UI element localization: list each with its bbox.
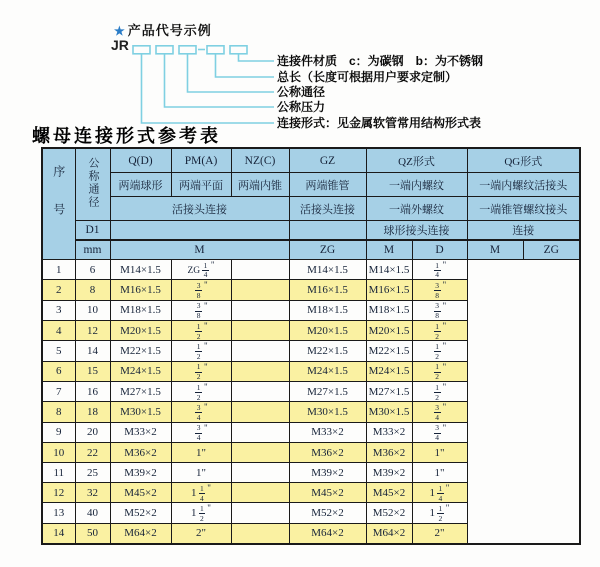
cell-mm: 32 <box>75 483 110 503</box>
cell-mm: 25 <box>75 463 110 483</box>
cell-qz-d: M30×1.5 <box>289 402 366 422</box>
cell-qz-d: M24×1.5 <box>289 361 366 381</box>
cell-mm: 20 <box>75 422 110 442</box>
cell-zg: $\frac{3}{4}$ " <box>171 402 231 422</box>
cell-m: M22×1.5 <box>110 341 171 361</box>
cell-mm: 16 <box>75 382 110 402</box>
cell-no: 11 <box>42 463 75 483</box>
cell-mm: 18 <box>75 402 110 422</box>
header-gz-unit: ZG <box>289 240 366 260</box>
cell-qg-m: M64×2 <box>366 523 412 544</box>
cell-no: 2 <box>42 280 75 300</box>
leader-line-material <box>239 54 275 61</box>
header-pm-code: PM(A) <box>171 148 231 173</box>
header-serial <box>42 148 75 260</box>
cell-m: M64×2 <box>110 523 171 544</box>
leader-line-length <box>216 54 275 77</box>
table-row <box>42 382 580 402</box>
table-row <box>42 483 580 503</box>
header-union-conn: 活接头连接 <box>110 197 289 221</box>
cell-no: 10 <box>42 443 75 463</box>
nut-connection-table <box>41 147 581 545</box>
header-qg-zg: ZG <box>523 240 580 260</box>
cell-m: M36×2 <box>110 443 171 463</box>
code-box-5 <box>230 46 247 54</box>
cell-zg: 1" <box>171 463 231 483</box>
cell-qz-m <box>231 443 289 463</box>
cell-no: 7 <box>42 382 75 402</box>
header-pm-ends: 两端平面 <box>171 173 231 197</box>
cell-qz-m <box>231 321 289 341</box>
cell-qz-m <box>231 503 289 523</box>
label-length: 总长（长度可根据用户要求定制） <box>277 70 458 84</box>
cell-qg-m: M36×2 <box>366 443 412 463</box>
cell-no: 13 <box>42 503 75 523</box>
cell-qg-zg: $\frac{3}{8}$ " <box>412 280 467 300</box>
cell-qg-zg: $\frac{1}{2}$ " <box>412 321 467 341</box>
header-nz-code: NZ(C) <box>231 148 289 173</box>
cell-zg: $\frac{1}{2}$ " <box>171 382 231 402</box>
header-qz-m: M <box>366 240 412 260</box>
cell-qg-m: M33×2 <box>366 422 412 442</box>
cell-zg: 1 $\frac{1}{2}$ " <box>171 503 231 523</box>
leader-line-form <box>142 54 275 123</box>
cell-qg-m: M27×1.5 <box>366 382 412 402</box>
cell-mm: 22 <box>75 443 110 463</box>
cell-qz-d: M45×2 <box>289 483 366 503</box>
cell-m: M52×2 <box>110 503 171 523</box>
cell-qg-m: M39×2 <box>366 463 412 483</box>
cell-qg-m: M18×1.5 <box>366 300 412 320</box>
cell-qg-zg: $\frac{3}{8}$ " <box>412 300 467 320</box>
cell-qg-zg: 1 $\frac{1}{2}$ " <box>412 503 467 523</box>
cell-qz-d: M14×1.5 <box>289 260 366 280</box>
cell-mm: 40 <box>75 503 110 523</box>
page-title: 螺母连接形式参考表 <box>32 126 221 147</box>
table-row <box>42 503 580 523</box>
table-row <box>42 361 580 381</box>
table-row <box>42 443 580 463</box>
table-row <box>42 523 580 544</box>
cell-qg-m: M16×1.5 <box>366 280 412 300</box>
header-qz-code: QZ形式 <box>366 148 467 173</box>
cell-qg-m: M20×1.5 <box>366 321 412 341</box>
table-row <box>42 463 580 483</box>
header-empty-left <box>110 221 289 241</box>
cell-m: M30×1.5 <box>110 402 171 422</box>
cell-m: M16×1.5 <box>110 280 171 300</box>
header-qg-m: M <box>467 240 523 260</box>
header-d1: D1 <box>75 221 110 241</box>
header-nz-ends: 两端内锥 <box>231 173 289 197</box>
label-material: 连接件材质 c：为碳钢 b：为不锈钢 <box>277 54 484 68</box>
cell-mm: 6 <box>75 260 110 280</box>
header-q-code: Q(D) <box>110 148 171 173</box>
header-q-ends: 两端球形 <box>110 173 171 197</box>
header-diameter-text: 公称通径 <box>87 157 99 209</box>
table-row <box>42 280 580 300</box>
cell-qg-m: M14×1.5 <box>366 260 412 280</box>
header-qz-d: D <box>412 240 467 260</box>
cell-qz-m <box>231 361 289 381</box>
cell-qg-zg: $\frac{1}{2}$ " <box>412 341 467 361</box>
product-code-diagram <box>130 45 276 130</box>
header-mm: mm <box>75 240 110 260</box>
cell-no: 14 <box>42 523 75 544</box>
cell-zg: 1 $\frac{1}{4}$ " <box>171 483 231 503</box>
cell-qz-d: M39×2 <box>289 463 366 483</box>
label-diameter: 公称通径 <box>277 85 326 99</box>
header-qz-row4: 球形接头连接 <box>366 221 467 241</box>
cell-qz-m <box>231 300 289 320</box>
cell-qz-d: M33×2 <box>289 422 366 442</box>
cell-zg: $\frac{3}{8}$ " <box>171 300 231 320</box>
cell-qz-m <box>231 523 289 544</box>
cell-mm: 14 <box>75 341 110 361</box>
header-qg-row2: 一端内螺纹活接头 <box>467 173 580 197</box>
cell-qz-m <box>231 280 289 300</box>
cell-qz-m <box>231 402 289 422</box>
cell-qg-zg: $\frac{1}{4}$ " <box>412 260 467 280</box>
cell-qz-d: M20×1.5 <box>289 321 366 341</box>
cell-qz-d: M52×2 <box>289 503 366 523</box>
cell-qz-m <box>231 260 289 280</box>
table-row <box>42 321 580 341</box>
cell-qg-zg: 1" <box>412 463 467 483</box>
header-gz-ends: 两端锥管 <box>289 173 366 197</box>
cell-m: M24×1.5 <box>110 361 171 381</box>
cell-qg-zg: $\frac{3}{4}$ " <box>412 402 467 422</box>
star-icon: ★ <box>114 24 126 38</box>
cell-no: 5 <box>42 341 75 361</box>
header-serial-text: 序号 <box>51 164 66 241</box>
table-row <box>42 300 580 320</box>
cell-m: M45×2 <box>110 483 171 503</box>
cell-qg-zg: 2" <box>412 523 467 544</box>
header-empty-gz <box>289 221 366 241</box>
cell-qg-zg: 1 $\frac{1}{4}$ " <box>412 483 467 503</box>
code-box-4 <box>207 46 224 54</box>
header-qz-row3: 一端外螺纹 <box>366 197 467 221</box>
table-row <box>42 260 580 280</box>
cell-no: 8 <box>42 402 75 422</box>
cell-no: 12 <box>42 483 75 503</box>
cell-qg-m: M30×1.5 <box>366 402 412 422</box>
cell-qg-m: M22×1.5 <box>366 341 412 361</box>
cell-qg-zg: $\frac{1}{2}$ " <box>412 382 467 402</box>
cell-zg: $\frac{3}{4}$ " <box>171 422 231 442</box>
cell-zg: $\frac{3}{8}$ " <box>171 280 231 300</box>
cell-qg-m: M52×2 <box>366 503 412 523</box>
cell-mm: 10 <box>75 300 110 320</box>
cell-qz-d: M36×2 <box>289 443 366 463</box>
cell-zg: 2" <box>171 523 231 544</box>
cell-qz-m <box>231 341 289 361</box>
cell-qz-d: M18×1.5 <box>289 300 366 320</box>
cell-m: M18×1.5 <box>110 300 171 320</box>
cell-qz-m <box>231 463 289 483</box>
header-m-label: M <box>110 240 289 260</box>
cell-no: 6 <box>42 361 75 381</box>
cell-qg-zg: $\frac{3}{4}$ " <box>412 422 467 442</box>
cell-mm: 8 <box>75 280 110 300</box>
label-pressure: 公称压力 <box>277 100 326 114</box>
table-row <box>42 422 580 442</box>
cell-qg-zg: $\frac{1}{2}$ " <box>412 361 467 381</box>
leader-line-diameter <box>188 54 275 92</box>
cell-zg: ZG $\frac{1}{4}$ " <box>171 260 231 280</box>
leader-line-pressure <box>165 54 275 107</box>
cell-m: M39×2 <box>110 463 171 483</box>
cell-no: 3 <box>42 300 75 320</box>
cell-qg-m: M45×2 <box>366 483 412 503</box>
cell-mm: 50 <box>75 523 110 544</box>
cell-mm: 15 <box>75 361 110 381</box>
cell-m: M20×1.5 <box>110 321 171 341</box>
cell-m: M33×2 <box>110 422 171 442</box>
cell-qz-d: M22×1.5 <box>289 341 366 361</box>
header-gz-code: GZ <box>289 148 366 173</box>
cell-no: 1 <box>42 260 75 280</box>
table-row <box>42 402 580 422</box>
header-qg-code: QG形式 <box>467 148 580 173</box>
diagram-heading-text: 产品代号示例 <box>127 23 212 38</box>
cell-zg: $\frac{1}{2}$ " <box>171 341 231 361</box>
cell-qz-d: M27×1.5 <box>289 382 366 402</box>
cell-no: 4 <box>42 321 75 341</box>
cell-m: M27×1.5 <box>110 382 171 402</box>
table-row <box>42 341 580 361</box>
cell-mm: 12 <box>75 321 110 341</box>
header-qg-row4: 连接 <box>467 221 580 241</box>
cell-zg: 1" <box>171 443 231 463</box>
header-gz-conn: 活接头连接 <box>289 197 366 221</box>
cell-qz-d: M64×2 <box>289 523 366 544</box>
label-form: 连接形式：见金属软管常用结构形式表 <box>277 116 482 130</box>
cell-m: M14×1.5 <box>110 260 171 280</box>
cell-qz-m <box>231 382 289 402</box>
header-qz-row2: 一端内螺纹 <box>366 173 467 197</box>
cell-zg: $\frac{1}{2}$ " <box>171 361 231 381</box>
cell-qz-d: M16×1.5 <box>289 280 366 300</box>
code-box-1 <box>133 46 150 54</box>
cell-no: 9 <box>42 422 75 442</box>
header-diameter <box>75 148 110 221</box>
code-box-3 <box>179 46 196 54</box>
header-qg-row3: 一端锥管螺纹接头 <box>467 197 580 221</box>
cell-qg-zg: 1" <box>412 443 467 463</box>
code-box-2 <box>156 46 173 54</box>
code-prefix: JR <box>111 37 129 53</box>
cell-zg: $\frac{1}{2}$ " <box>171 321 231 341</box>
cell-qz-m <box>231 483 289 503</box>
cell-qg-m: M24×1.5 <box>366 361 412 381</box>
cell-qz-m <box>231 422 289 442</box>
